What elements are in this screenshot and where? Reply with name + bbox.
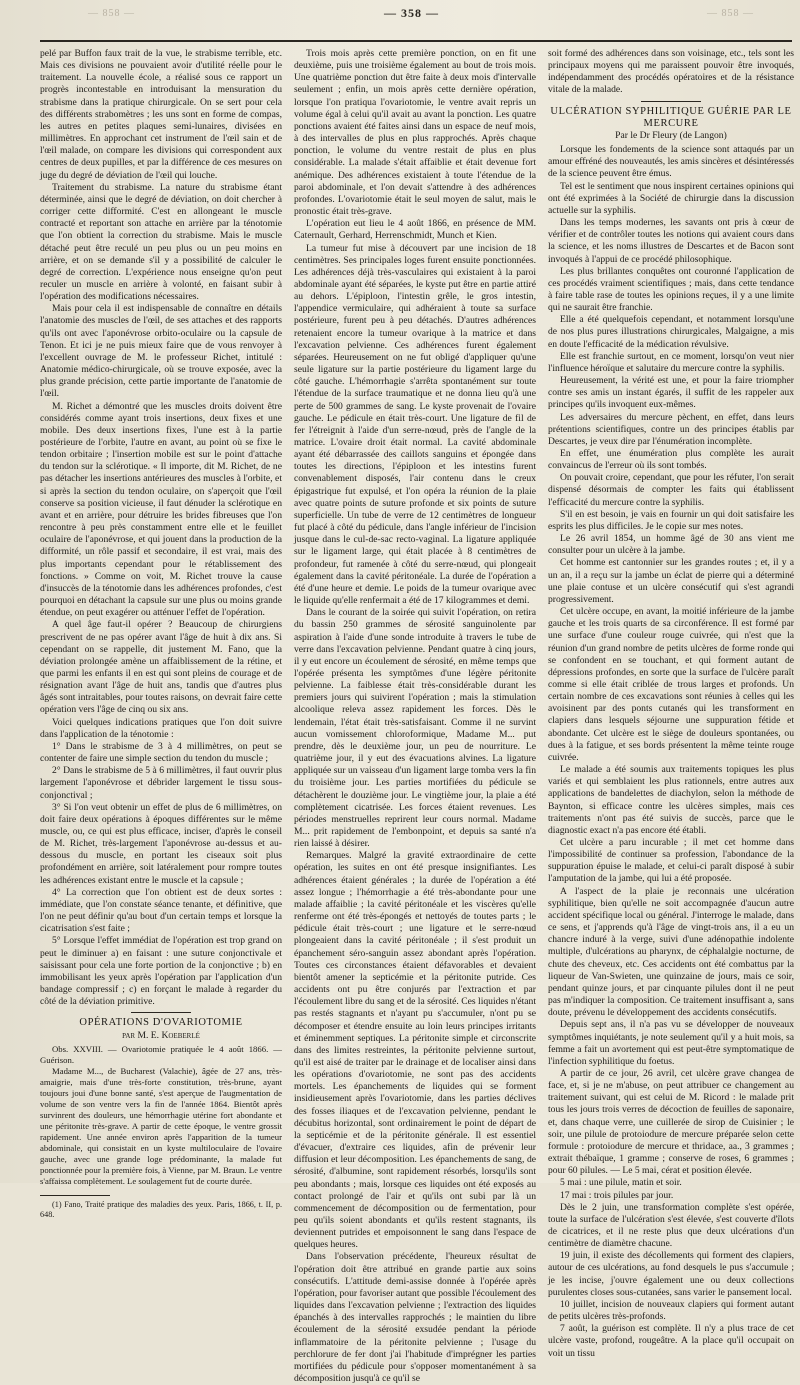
- paragraph: L'opération eut lieu le 4 août 1866, en présence de MM. Caternault, Gerhard, Herrenschmidt, Munch et Kien.: [294, 218, 536, 242]
- paragraph: 17 mai : trois pilules par jour.: [560, 1189, 674, 1201]
- paragraph: Elle a été quelquefois cependant, et notamment lorsqu'une de nos plus pures illustrations chirurgicales, Malgaigne, a mis en doute l'efficacité de la médication révulsive.: [548, 314, 794, 350]
- paragraph: pelé par Buffon faux trait de la vue, le strabisme terrible, etc. Mais ces divisions ne pouvaient avoir d'utilité réelle pour le traitement. La nouvelle école, a réalisé sous ce rapport un progrès incontestable en introduisant la mensuration du strabisme dans la pratique chirurgicale. On se sert pour cela des différents strabomètres ; les uns sont en forme de compas, les autres en petites plaques semi-lunaires, divisées en millimètres. En approchant cet instrument de l'œil sain et de l'œil malade, on compare les divisions qui correspondent aux centres de deux pupilles, et par la différence de ces mesures on juge du degré de déviation de l'œil qui louche.: [40, 48, 282, 181]
- column-2: [294, 48, 536, 1385]
- show-through-page-number-left: — 858 —: [88, 8, 135, 19]
- list-item: 1° Dans le strabisme de 3 à 4 millimètres, on peut se contenter de faire une simple section du tendon du muscle ;: [40, 740, 282, 765]
- page-number: — 358 —: [384, 6, 439, 20]
- paragraph: Trois mois après cette première ponction, on en fit une deuxième, puis une troisième également au bout de trois mois. Une quatrième ponction dut être faite à deux mois d'intervalle seulement ; enfin, un mois après cette dernière opération, lorsque l'on pratiqua l'ovariotomie, le ventre avait repris un volume égal à celui qu'il avait au avant la ponction. Les quatre ponctions avaient été faites ainsi dans un espace de neuf mois, à des intervalles de plus en plus rapprochés. Après chaque ponction, le volume du ventre restait de plus en plus considérable. La malade s'était affaiblie et était devenue fort anémique. Des adhérences existaient à toute l'étendue de la paroi abdominale, et l'on devait s'attendre à des adhérences profondes. L'ovariotomie était le seul moyen de salut, mais le pronostic était très-grave.: [294, 48, 536, 218]
- footnote-rule: [40, 1195, 110, 1196]
- observation-title: Obs. XXVIII. — Ovariotomie pratiquée le 4 août 1866. — Guérison.: [40, 1043, 282, 1065]
- paragraph: On pouvait croire, cependant, que pour les réfuter, l'on serait dispensé désormais de compter les faits qui établissent l'efficacité du mercure contre la syphilis.: [548, 472, 794, 508]
- list-item: 3° Si l'on veut obtenir un effet de plus de 6 millimètres, on doit faire deux opérations à époques différentes sur le même muscle, ou, ce qui est plus efficace, inciser, d'après le conseil de M. Richet, très-largement l'aponévrose au-dessus et au-dessous du muscle, en portant les ciseaux soit plus profondément en arrière, soit latéralement pour rompre toutes les adhérences existant entre le muscle et la capsule ;: [40, 801, 282, 886]
- paragraph: A quel âge faut-il opérer ? Beaucoup de chirurgiens prescrivent de ne pas opérer avant l'âge de huit à dix ans. Si cependant on se rappelle, dit justement M. Fano, que la déviation prolongée amène un affaiblissement de la rétine, et que parmi les enfants il en est qui sont pleins de courage et de résignation avant l'âge de huit ans, tandis que d'autres plus âgés sont intraitables, pour toutes raisons, on devrait faire cette opération vers l'âge de cinq ou six ans.: [40, 619, 282, 716]
- paragraph: Dans le courant de la soirée qui suivit l'opération, on retira du bassin 250 grammes de sérosité sanguinolente par aspiration à l'aide d'une sonde introduite à travers le tube de verre dans l'excavation pelvienne. Pendant quatre à cinq jours, il y eut encore un écoulement de sérosité, en même temps que l'opérée présenta les symptômes d'une légère péritonite pelvienne. La faiblesse était très-considérable durant les premiers jours qui suivirent l'opération ; mais la stimulation alcoolique releva assez rapidement les forces. Dès le lendemain, l'état était très-satisfaisant. Comme il ne survint aucun vomissement chloroformique, Madame M... put prendre, dès le deuxième jour, un peu de nourriture. Le quatrième jour, il y eut des évacuations alvines. La ligature appliquée sur un vaisseau d'un ligament large tomba vers la fin du troisième jour. Les parties mortifiées du pédicule se détachèrent le douzième jour. Le vingtième jour, la plaie a été complètement cicatrisée. Les forces étaient revenues. Les périodes menstruelles reprirent leur cours normal. Madame M... prit rapidement de l'embonpoint, et depuis sa santé n'a rien laissé à désirer.: [294, 607, 536, 850]
- paragraph: soit formé des adhérences dans son voisinage, etc., tels sont les principaux moyens qui me paraissent pouvoir être invoqués, indépendamment des procédés opératoires et de la résistance vitale de la malade.: [548, 48, 794, 96]
- paragraph: Elle est franchie surtout, en ce moment, lorsqu'on veut nier l'influence héroïque et salutaire du mercure contre la syphilis.: [548, 350, 794, 374]
- paragraph: 10 juillet, incision de nouveaux clapiers qui forment autant de petits ulcères très-profonds.: [548, 1298, 794, 1323]
- running-head: [0, 4, 800, 26]
- paragraph: Cet ulcère a paru incurable ; il met cet homme dans l'impossibilité de continuer sa profession, l'abondance de la suppuration épuise le malade, et celui-ci paraît disposé à subir l'amputation de la jambe, qui lui a été proposée.: [548, 837, 794, 885]
- paragraph: 7 août, la guérison est complète. Il n'y a plus trace de cet ulcère vaste, profond, rougeâtre. A la place qu'il occupait on voit un tissu: [548, 1323, 794, 1359]
- paragraph: Les adversaires du mercure pèchent, en effet, dans leurs prétentions scientifiques, contre un des principes établis par Descartes, je veux dire par l'énumération incomplète.: [548, 411, 794, 447]
- paragraph: Le malade a été soumis aux traitements topiques les plus variés et qui semblaient les plus rationnels, entre autres aux applications de bandelettes de diachylon, selon la méthode de Baynton, si efficace contre les ulcères simples, mais ces traitements n'ont pas été suivis de succès, parce que le diagnostic exact n'a pas encore été établi.: [548, 764, 794, 836]
- column-1: [40, 48, 282, 1219]
- paragraph: Cet homme est cantonnier sur les grandes routes ; et, il y a un an, il a reçu sur la jambe un éclat de pierre qui a déterminé une plaie contuse et un ulcère consécutif qui s'est agrandi progressivement.: [548, 557, 794, 605]
- paragraph: 19 juin, il existe des décollements qui forment des clapiers, autour de ces ulcérations, au fond desquels le pus s'accumule ; je les incise, j'ouvre également une ou deux collections purulentes closes sous-cutanées, sans varier le pansement local.: [548, 1250, 794, 1298]
- section-title: OPÉRATIONS D'OVARIOTOMIE: [79, 1017, 243, 1029]
- paragraph: Cet ulcère occupe, en avant, la moitié inférieure de la jambe gauche et les trois quarts de sa circonférence. Il est formé par une surface d'une couleur rouge cuivrée, qui n'est que la réunion d'un grand nombre de petits ulcères de forme ronde qui se confondent en se touchant, et qui forment autant de dépressions profondes, en sorte que la surface de l'ulcère paraît comme si elle était criblée de trous larges et profonds. Un certain nombre de ces excavations sont réunies à celles qui les avoisinent par des ponts cutanés qui les transforment en clapiers dans lesquels séjourne une suppuration fétide et abondante. Cet ulcère est le siège de douleurs spontanées, ou dues à la fatigue, et ses bords présentent la même teinte rouge cuivrée.: [548, 606, 794, 763]
- paragraph: Remarques. Malgré la gravité extraordinaire de cette opération, les suites en ont été presque insignifiantes. Les adhérences étaient générales ; la durée de l'opération a été assez longue ; l'hémorrhagie a été très-abondante pour une malade affaiblie ; la cavité péritonéale et les viscères qu'elle renferme ont été très-épongés et nettoyés de toutes parts ; le pédicule était très-court ; une ligature et le serre-nœud plongeaient dans la cavité péritonéale ; il s'est produit un épanchement séro-sanguin assez abondant après l'opération. Toutes ces circonstances étaient défavorables et devaient bientôt amener la septicémie et la péritonite putride. Ces accidents ont pu être conjurés par l'extraction et par l'écoulement libre du sang et de la sérosité. Ces liquides n'étant pas restés stagnants et n'ayant pu s'accumuler, n'ont pu se décomposer et étendre ensuite au loin leurs principes irritants et éminemment septiques. La péritonite simple et circonscrite dans des limites restreintes, la péritonite pelvienne surtout, qu'il est aisé de traiter par le drainage et de localiser ainsi dans les opérations d'ovariotomie, ne sont pas des accidents mortels. Les épanchements de liquides qui se forment insidieusement après l'ovariotomie, dans les parties déclives des fosses iliaques et de l'excavation pelvienne, pendant le décubitus horizontal, sont ordinairement le point de départ de la septicémie et de la péritonite générale. Il est essentiel d'évacuer, d'extraire ces liquides, afin de prévenir leur diffusion et leur décomposition. Les épanchements de sang, de sérosité, d'albumine, sont rapidement résorbés, lorsqu'ils sont peu abondants ; mais, lorsque ces liquides ont été exposés au contact prolongé de l'air et qu'ils ont subi par là un commencement de décomposition ou de fermentation, pour peu qu'ils soient abondants et qu'ils restent stagnants, ils deviennent putrides et empoisonnent le sang dans l'espace de quelques heures.: [294, 850, 536, 1251]
- paragraph: Depuis sept ans, il n'a pas vu se développer de nouveaux symptômes inquiétants, je note seulement qu'il y a huit mois, sa femme a fait un avortement qui est peut-être symptomatique de l'infection syphilitique du foetus.: [548, 1019, 794, 1067]
- paragraph: M. Richet a démontré que les muscles droits doivent être considérés comme ayant trois insertions, deux fixes et une mobile. Des deux insertions fixes, l'une est à la partie postérieure de l'orbite, l'autre en avant, au point où se fixe le tendon orbitaire ; l'insertion mobile est sur le point d'attache du tendon sur la sclérotique. « Il importe, dit M. Richet, de ne pas détacher les insertions antérieures des muscles à l'orbite, et si après la section du tendon oculaire, on s'aperçoit que l'œil conserve sa position vicieuse, il faut dénuder la sclérotique en avant et en arrière, pour détruire les brides fibreuses que l'on rencontre à peu près constamment entre elle et le feuillet oculaire de l'aponévrose, et qui jouent dans la production de la difformité, un rôle passif et secondaire, il est vrai, mais des plus importants cependant pour le rétablissement des fonctions. » Comme on voit, M. Richet trouve la cause d'insuccès de la ténotomie dans les adhérences profondes, c'est pourquoi en détachant la capsule sur une plus ou moins grande étendue, on peut exagérer ou atténuer l'effet de l'opération.: [40, 400, 282, 619]
- paragraph: La tumeur fut mise à découvert par une incision de 18 centimètres. Ses principales loges furent ensuite ponctionnées. Les adhérences déjà très-vasculaires qui existaient à la paroi abdominale ayant été séparées, le kyste put être en partie attiré au dehors. L'épiploon, l'intestin grêle, le gros intestin, l'appendice vermiculaire, qui adhéraient à toute sa surface postérieure, furent peu à peu détachés. D'autres adhérences retenaient encore la tumeur ovarique à la matrice et dans l'excavation pelvienne. Ces adhérences furent également séparées. Heureusement on ne fut obligé d'appliquer qu'une seule ligature sur la partie postérieure du ligament large du côté gauche. L'hémorrhagie s'arrêta spontanément sur toute l'étendue de la surface traumatique et ne donna lieu qu'à une perte de 500 grammes de sang. Le kyste provenait de l'ovaire gauche. Le pédicule en était très-court. Une ligature de fil de fer l'étreignit à l'aide d'un serre-nœud, près de l'angle de la matrice. L'ovaire droit était normal. La cavité abdominale ayant été débarrassée des caillots sanguins et épongée dans toutes les directions, l'épiploon et les intestins furent convenablement disposés, l'air contenu dans le creux épigastrique fut expulsé, et l'on opéra la réunion de la plaie avec quatre points de suture profonde et six points de suture superficielle. Un tube de verre de 12 centimètres de longueur fut placé à côté du pédicule, dans l'angle inférieur de l'incision jusque dans le cul-de-sac recto-vaginal. La ligature appliquée sur le ligament large, qui était placée à 8 centimètres de profondeur, fut ramenée à côté du serre-nœud, qui plongeait également dans la cavité péritonéale. La durée de l'opération a été d'une heure et demie. Le poids de la tumeur ovarique avec le liquide qu'elle renfermait a été de 17 kilogrammes et demi.: [294, 242, 536, 607]
- section-divider: [131, 1012, 191, 1013]
- section-author: par M. E. Koeberlé: [122, 1029, 200, 1041]
- section-divider: [641, 101, 701, 102]
- section-author: Par le Dr Fleury (de Langon): [615, 129, 727, 141]
- paragraph: 5 mai : une pilule, matin et soir.: [560, 1177, 682, 1189]
- paragraph: Les plus brillantes conquêtes ont couronné l'application de ces procédés vraiment scientifiques ; mais, dans cette tendance à faire table rase de toutes les opinions reçues, il y a une limite qui ne saurait être franchie.: [548, 265, 794, 314]
- paragraph: Lorsque les fondements de la science sont attaqués par un amour effréné des nouveautés, les amis sincères et désintéressés de la science peuvent être émus.: [548, 144, 794, 180]
- paragraph: Dans les temps modernes, les savants ont pris à cœur de vérifier et de contrôler toutes les notions qui avaient cours dans la science, et les noms illustres de Descartes et de Bacon sont invoqués à l'appui de ce procédé philosophique.: [548, 217, 794, 265]
- paragraph: S'il en est besoin, je vais en fournir un qui doit satisfaire les esprits les plus difficiles. Je le copie sur mes notes.: [548, 508, 794, 532]
- column-3: [548, 48, 794, 1359]
- show-through-page-number-right: — 858 —: [707, 8, 754, 19]
- paragraph: Dans l'observation précédente, l'heureux résultat de l'opération doit être attribué en grande partie aux soins consécutifs. L'attitude demi-assise donnée à l'opérée après l'opération, pour favoriser autant que possible l'écoulement des liquides dans l'excavation pelvienne ; l'extraction des liquides épanchés à des intervalles rapprochés ; le maintien du libre écoulement de la sérosité exsudée pendant la période inflammatoire de la péritonite pelvienne ; l'usage du perchlorure de fer dont j'ai l'habitude d'imprégner les parties mortifiées du pédicule pour s'opposer momentanément à sa décomposition jusqu'à ce qu'il se: [294, 1251, 536, 1385]
- paragraph: A l'aspect de la plaie je reconnais une ulcération syphilitique, bien qu'elle ne soit accompagnée d'aucun autre accident spécifique local ou général. J'interroge le malade, dans ce sens, et j'apprends qu'à l'âge de vingt-trois ans, il a eu un chancre induré à la verge, suivi d'une adénopathie indolente multiple, d'ulcérations au pharynx, de céphalalgie nocturne, de chute des cheveux, etc. Ces accidents ont été combattus par la liqueur de Van-Swieten, une quinzaine de jours, mais ce soir, pendant quinze jours, et par cinquante pilules dont il ne peut pas m'indiquer la composition. Ce traitement insuffisant a, sans doute, prévenu le développement des accidents consécutifs.: [548, 885, 794, 1019]
- footnote: (1) Fano, Traité pratique des maladies des yeux. Paris, 1866, t. II, p. 648.: [40, 1199, 282, 1219]
- header-rule: [40, 40, 792, 42]
- paragraph: En effet, une énumération plus complète les aurait convaincus de l'erreur où ils sont tombés.: [548, 448, 794, 472]
- paragraph: Madame M..., de Bucharest (Valachie), âgée de 27 ans, très-amaigrie, mais d'une très-forte constitution, très-brune, ayant toujours joui d'une bonne santé, s'est aperçue de l'augmentation de volume de son ventre vers la fin de l'année 1864. Bientôt après survinrent des douleurs, une hémorrhagie utérine fort abondante et une péritonite très-grave. A partir de cette époque, le ventre grossit rapidement. Une année environ après l'apparition de la tumeur abdominale, qui consistait en un kyste multiloculaire de l'ovaire gauche, avec une grande loge prédominante, la malade fut ponctionnée pour la première fois, à Vienne, par M. Braun. Le ventre s'affaissa complètement. Le soulagement fut de courte durée.: [40, 1065, 282, 1186]
- paragraph: Traitement du strabisme. La nature du strabisme étant déterminée, ainsi que le degré de déviation, on doit chercher à corriger cette difformité. C'est en allongeant le muscle contracté et reportant son attache en arrière par la ténotomie que l'on obtient la correction du strabisme. Mais le muscle détaché peut être reculé un peu plus ou un peu moins en arrière, et on se demande s'il y a possibilité de calculer le degré de correction. L'expérience nous enseigne qu'on peut reculer un muscle en arrière à volonté, en faisant subir à l'opération des modifications nécessaires.: [40, 181, 282, 303]
- paragraph: Dès le 2 juin, une transformation complète s'est opérée, toute la surface de l'ulcération s'est élevée, s'est couverte d'îlots de cicatrices, et il ne reste plus que deux ulcérations d'un centimètre de diamètre chacune.: [548, 1201, 794, 1250]
- list-item: 5° Lorsque l'effet immédiat de l'opération est trop grand on peut le diminuer a) en faisant : une suture conjonctivale et saisissant pour cela une forte portion de la conjonctive ; b) en immobilisant les yeux après l'opération par l'application d'un bandage compressif ; c) en forçant le malade à regarder du côté de la déviation primitive.: [40, 935, 282, 1008]
- paragraph: A partir de ce jour, 26 avril, cet ulcère grave changea de face, et, si je ne m'abuse, on peut attribuer ce changement au traitement suivant, qui est celui de M. Ricord : le malade prit tous les jours trois verres de décoction de feuilles de saponaire, et, dans chaque verre, une cuillerée de sirop de Cuisinier ; le soir, une pilule de protoiodure de mercure préparée selon cette formule : protoiodure de mercure et thridace, aa., 3 grammes ; extrait thébaïque, 1 gramme ; conserve de roses, 6 grammes ; pour 60 pilules. — Le 5 mai, cérat et position élevée.: [548, 1067, 794, 1177]
- list-item: 2° Dans le strabisme de 5 à 6 millimètres, il faut ouvrir plus largement l'aponévrose et débrider largement le tissu sous-conjonctival ;: [40, 765, 282, 801]
- paragraph: Mais pour cela il est indispensable de connaître en détails l'anatomie des muscles de l'œil, de ses attaches et des rapports qu'ils ont avec l'aponévrose orbito-oculaire ou la capsule de Tenon. Et ici je ne puis mieux faire que de vous renvoyer à l'excellent ouvrage de M. le professeur Richet, intitulé : Anatomie médico-chirurgicale, où se trouve exposée, avec la plus grande précision, cette partie importante de l'anatomie de l'œil.: [40, 303, 282, 400]
- paragraph: Heureusement, la vérité est une, et pour la faire triompher contre ses amis un instant égarés, il suffit de les rappeler aux principes qu'ils invoquent eux-mêmes.: [548, 375, 794, 411]
- paragraph: Voici quelques indications pratiques que l'on doit suivre dans l'application de la ténotomie :: [40, 716, 282, 740]
- paragraph: Tel est le sentiment que nous inspirent certaines opinions qui ont été exprimées à la Société de chirurgie dans la discussion actuelle sur la syphilis.: [548, 180, 794, 216]
- paragraph: Le 26 avril 1854, un homme âgé de 30 ans vient me consulter pour un ulcère à la jambe.: [548, 533, 794, 557]
- list-item: 4° La correction que l'on obtient est de deux sortes : immédiate, que l'on constate séance tenante, et définitive, que l'on ne peut définir qu'au bout d'un certain temps et lorsque la cicatrisation s'est faite ;: [40, 886, 282, 935]
- section-title: ULCÉRATION SYPHILITIQUE GUÉRIE PAR LE MERCURE: [550, 105, 792, 129]
